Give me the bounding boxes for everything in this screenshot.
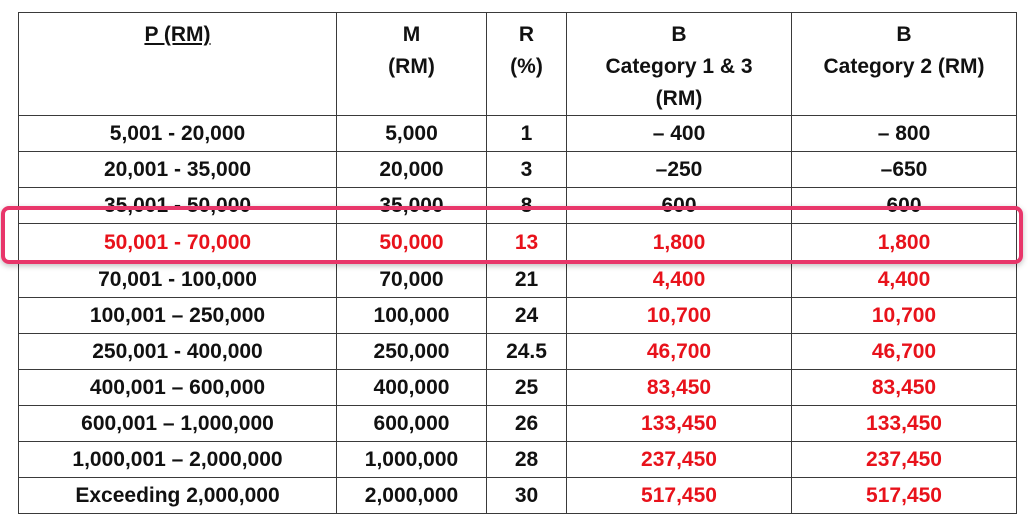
cell-b13: 517,450 [567,478,792,514]
cell-p: 5,001 - 20,000 [19,116,337,152]
cell-m: 100,000 [337,298,487,334]
header-m: M (RM) [337,13,487,116]
header-p-label: P (RM) [144,23,211,46]
table-row [19,442,1017,478]
cell-m: 20,000 [337,152,487,188]
cell-b13: 10,700 [567,298,792,334]
cell-b13: 600 [567,188,792,224]
cell-b13: 133,450 [567,406,792,442]
header-r: R (%) [487,13,567,116]
cell-b2: 600 [792,188,1017,224]
cell-p: Exceeding 2,000,000 [19,478,337,514]
cell-m: 70,000 [337,262,487,298]
table-row [19,262,1017,298]
cell-p: 600,001 – 1,000,000 [19,406,337,442]
cell-b2: –650 [792,152,1017,188]
cell-b2: 10,700 [792,298,1017,334]
cell-p: 1,000,001 – 2,000,000 [19,442,337,478]
cell-b2: 133,450 [792,406,1017,442]
cell-r: 26 [487,406,567,442]
cell-b2: 83,450 [792,370,1017,406]
cell-r: 1 [487,116,567,152]
cell-b13: – 400 [567,116,792,152]
table-row [19,370,1017,406]
header-b-cat13: B Category 1 & 3 (RM) [567,13,792,116]
cell-b13: –250 [567,152,792,188]
cell-p: 100,001 – 250,000 [19,298,337,334]
cell-p: 20,001 - 35,000 [19,152,337,188]
table-row [19,298,1017,334]
cell-r: 30 [487,478,567,514]
cell-m: 400,000 [337,370,487,406]
cell-r: 3 [487,152,567,188]
cell-m: 5,000 [337,116,487,152]
table-row [19,334,1017,370]
cell-b13: 83,450 [567,370,792,406]
table-row [19,152,1017,188]
cell-b13: 4,400 [567,262,792,298]
cell-b2: 4,400 [792,262,1017,298]
cell-m: 1,000,000 [337,442,487,478]
cell-m: 2,000,000 [337,478,487,514]
cell-b2: 1,800 [792,224,1017,262]
highlight-annotation-box [1,206,1023,264]
cell-r: 24.5 [487,334,567,370]
cell-p: 50,001 - 70,000 [19,224,337,262]
cell-r: 13 [487,224,567,262]
cell-b13: 1,800 [567,224,792,262]
cell-r: 21 [487,262,567,298]
cell-b2: – 800 [792,116,1017,152]
cell-p: 70,001 - 100,000 [19,262,337,298]
cell-b2: 46,700 [792,334,1017,370]
cell-r: 25 [487,370,567,406]
table-row [19,116,1017,152]
header-p [19,13,337,116]
cell-p: 400,001 – 600,000 [19,370,337,406]
cell-b2: 517,450 [792,478,1017,514]
table-row [19,406,1017,442]
cell-b13: 237,450 [567,442,792,478]
header-b-cat2: B Category 2 (RM) [792,13,1017,116]
table-header-row [19,13,1017,116]
cell-r: 24 [487,298,567,334]
cell-b13: 46,700 [567,334,792,370]
cell-m: 600,000 [337,406,487,442]
cell-p: 35,001 - 50,000 [19,188,337,224]
cell-r: 8 [487,188,567,224]
cell-r: 28 [487,442,567,478]
cell-m: 50,000 [337,224,487,262]
cell-p: 250,001 - 400,000 [19,334,337,370]
table-row [19,478,1017,514]
cell-m: 250,000 [337,334,487,370]
cell-m: 35,000 [337,188,487,224]
cell-b2: 237,450 [792,442,1017,478]
